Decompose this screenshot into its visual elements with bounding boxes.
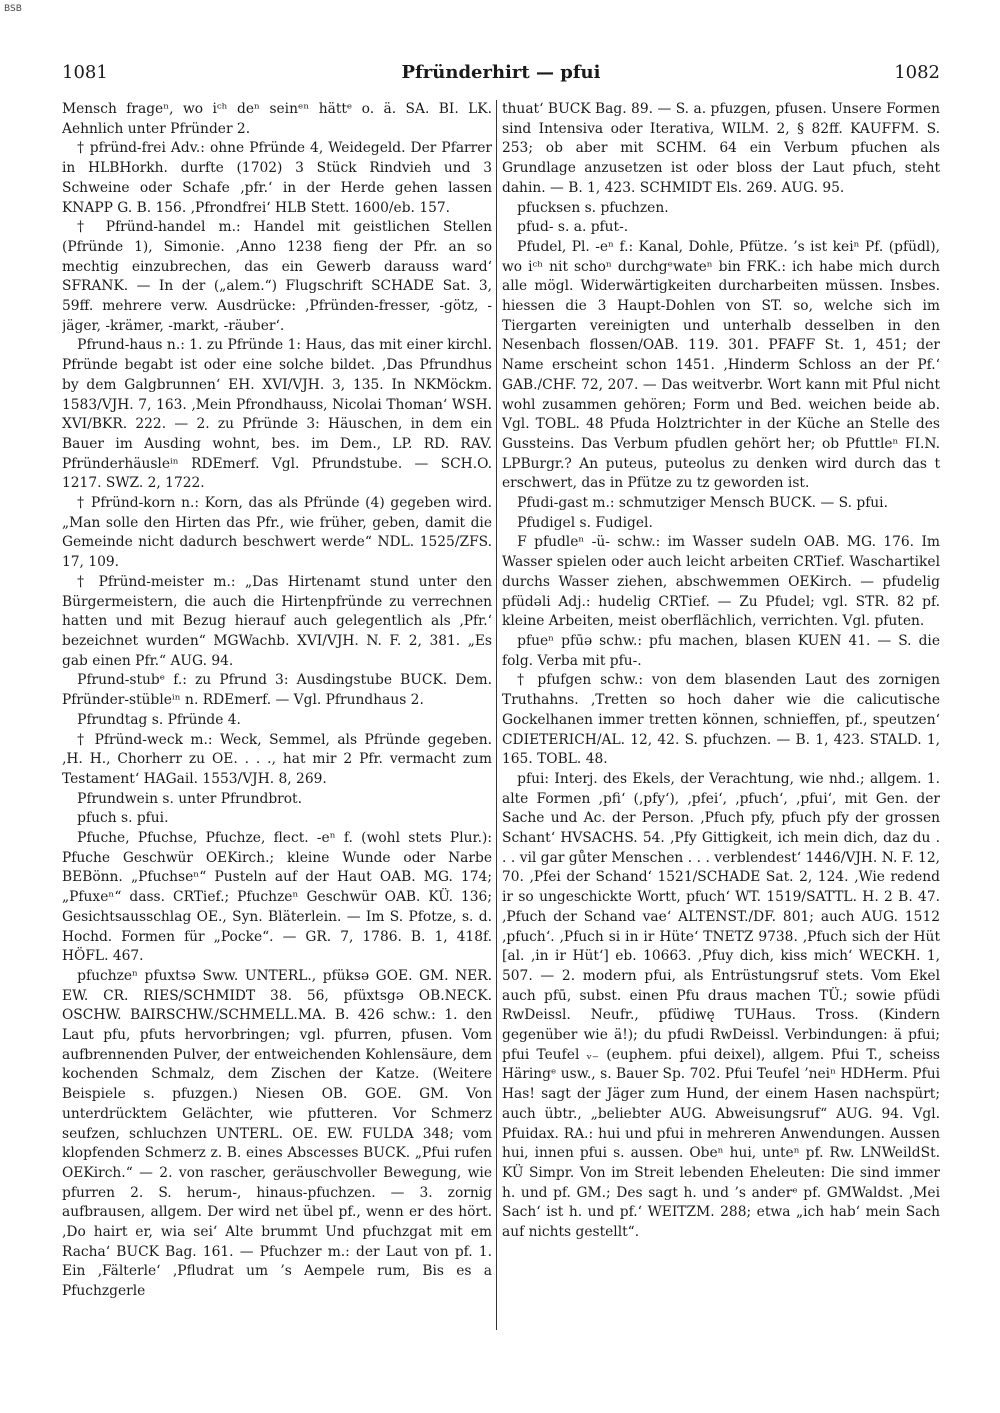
dictionary-entry: † Pfründ-weck m.: Weck, Semmel, als Pfründe gegeben. ‚H. H., Chorherr zu OE. . . ., hat mir 2 Pfr. vermacht zum Testament‘ HAGail. 1553/VJH. 8, 269. — [62, 731, 492, 787]
dictionary-entry: pfuchzeⁿ pfuxtsə Sww. UNTERL., pfüksə GOE. GM. NER. EW. CR. RIES/SCHMIDT 38. 56, pfüxtsgə OB.NECK. OSCHW. BAIRSCHW./SCHMELL.MA. B. 426 schw.: 1. den Laut pfu, pfuts hervorbringen; vgl. pfurren, pfusen. Vom aufbrennenden Pulver, der entweichenden Kohlensäure, dem kochenden Schmalz, dem Zischen der Katze. (Weitere Beispiele s. pfuzgen.) Niesen OB. GOE. GM. Von unterdrücktem Gelächter, wie pfutteren. Vor Schmerz seufzen, schluchzen UNTERL. OE. EW. FULDA 348; vom klopfenden Schmerz z. B. eines Abscesses BUCK. „Pfui rufen OEKirch.“ — 2. von rascher, geräuschvoller Bewegung, wie pfurren 2. S. herum-, hinaus-pfuchzen. — 3. zornig aufbrausen, allgem. Der wird net übel pf., wenn er des hört. ‚Do hairt er, wia sei‘ Alte brummt Und pfuchzgat mit em Racha‘ BUCK Bag. 161. — Pfuchzer m.: der Laut von pf. 1. Ein ‚Fälterle‘ ‚Pfludrat um ’s Aempele rum, Bis es a Pfuchzgerle — [62, 967, 492, 1300]
right-column — [502, 100, 940, 1380]
dictionary-entry: pfud- s. a. pfut-. — [517, 219, 629, 236]
dictionary-entry: Pfrundwein s. unter Pfrundbrot. — [77, 790, 302, 807]
dictionary-entry: † Pfründ-korn n.: Korn, das als Pfründe (4) gegeben wird. „Man solle den Hirten das Pfr., wie früher, geben, damit die Gemeinde nicht dadurch beschwert werde“ NDL. 1525/ZFS. 17, 109. — [62, 495, 492, 571]
column-divider — [496, 100, 497, 1330]
dictionary-entry: † pfufgen schw.: von dem blasenden Laut des zornigen Truthahns. ‚Tretten so hoch daher wie die calicutische Gockelhanen immer tretten können, schnieffen, pf., speutzen‘ CDIETERICH/AL. 12, 42. S. pfuchzen. — B. 1, 423. STALD. 1, 165. TOBL. 48. — [502, 672, 940, 768]
dictionary-entry: pfuch s. pfui. — [77, 810, 169, 827]
dictionary-entry: pfueⁿ pfūə schw.: pfu machen, blasen KUEN 41. — S. die folg. Verba mit pfu-. — [502, 632, 940, 669]
dictionary-entry: Pfrund-stubᵉ f.: zu Pfrund 3: Ausdingstube BUCK. Dem. Pfründer-stübleⁱⁿ n. RDEmerf. — Vgl. Pfrundhaus 2. — [62, 672, 492, 709]
dictionary-entry: Pfrund-haus n.: 1. zu Pfründe 1: Haus, das mit einer kirchl. Pfründe begabt ist oder eine solche bildet. ‚Das Pfrundhus by dem Galgbrunnen‘ EH. XVI/VJH. 3, 135. In NKMöckm. 1583/VJH. 7, 163. ‚Mein Pfrondhauss, Nicolai Thoman‘ WSH. XVI/BKR. 222. — 2. zu Pfründe 3: Häuschen, in dem ein Bauer im Ausding wohnt, bes. im Dem., LP. RD. RAV. Pfründerhäusleⁱⁿ RDEmerf. Vgl. Pfrundstube. — SCH.O. 1217. SWZ. 2, 1722. — [62, 337, 492, 492]
dictionary-entry: Pfudigel s. Fudigel. — [517, 514, 653, 531]
left-column — [62, 100, 492, 1380]
page-number-right: 1082 — [894, 62, 940, 83]
dictionary-entry: Pfudi-gast m.: schmutziger Mensch BUCK. — S. pfui. — [517, 495, 888, 512]
page-header — [62, 62, 940, 86]
running-title: Pfründerhirt — pfui — [401, 62, 601, 83]
dictionary-entry: † pfründ-frei Adv.: ohne Pfründe 4, Weidegeld. Der Pfarrer in HLBHorkh. durfte (1702) 3 Stück Rindvieh und 3 Schweine oder Schafe ‚pfr.‘ in der Herde gehen lassen KNAPP G. B. 156. ‚Pfrondfrei‘ HLB Stett. 1600/eb. 157. — [62, 140, 492, 216]
dictionary-entry: † Pfründ-meister m.: „Das Hirtenamt stund unter den Bürgermeistern, die auch die Hirtenpfründe zu verrechnen hatten und mit Bezug hierauf auch gelegentlich als ‚Pfr.‘ bezeichnet wurden“ MGWachb. XVI/VJH. N. F. 2, 381. „Es gab einen Pfr.“ AUG. 94. — [62, 573, 492, 669]
dictionary-entry: Mensch frageⁿ, wo iᶜʰ deⁿ seinᵉⁿ hättᵉ o. ä. SA. BI. LK. Aehnlich unter Pfründer 2. — [62, 101, 492, 137]
dictionary-entry: pfucksen s. pfuchzen. — [517, 199, 669, 216]
library-stamp: BSB — [4, 4, 22, 14]
dictionary-entry: Pfudel, Pl. -eⁿ f.: Kanal, Dohle, Pfütze. ’s ist keiⁿ Pf. (pfüdl), wo iᶜʰ nit schoⁿ durchgᵉwateⁿ bin FRK.: ich habe mich durch alle mögl. Widerwärtigkeiten durcharbeiten müssen. Insbes. hiessen die 3 Haupt-Dohlen von ST. so, welche sich im Tiergarten vereinigten und unterhalb desselben in den Nesenbach flossen/OAB. 119. 301. PFAFF St. 1, 451; der Name erscheint schon 1451. ‚Hinderm Schloss an der Pf.‘ GAB./CHF. 72, 207. — Das weitverbr. Wort kann mit Pful nicht wohl zusammen gehören; Form und Bed. weichen beide ab. Vgl. TOBL. 48 Pfuda Holztrichter in der Küche an Stelle des Gussteins. Das Verbum pfudlen gehört her; ob Pfuttleⁿ FI.N. LPBurgr.? An puteus, puteolus zu denken wird durch das t erschwert, das in Pfütze zu tz geworden ist. — [502, 238, 940, 492]
page-number-left: 1081 — [62, 62, 108, 83]
dictionary-entry: F pfudleⁿ -ü- schw.: im Wasser sudeln OAB. MG. 176. Im Wasser spielen oder auch leicht arbeiten CRTief. Waschartikel durchs Wasser ziehen, abschwemmen OEKirch. — pfudelig pfüdəli Adj.: hudelig CRTief. — Zu Pfudel; vgl. STR. 82 pf. kleine Arbeiten, meist oberflächlich, verrichten. Vgl. pfuten. — [502, 534, 940, 630]
dictionary-entry: thuat‘ BUCK Bag. 89. — S. a. pfuzgen, pfusen. Unsere Formen sind Intensiva oder Iterativa, WILM. 2, § 82ff. KAUFFM. S. 253; ob aber mit SCHM. 64 ein Verbum pfuchen als Grundlage anzusetzen ist oder bloss der Laut pfuch, steht dahin. — B. 1, 423. SCHMIDT Els. 269. AUG. 95. — [502, 101, 940, 196]
dictionary-entry: Pfuche, Pfuchse, Pfuchze, flect. -eⁿ f. (wohl stets Plur.): Pfuche Geschwür OEKirch.; kleine Wunde oder Narbe BEBönn. „Pfuchseⁿ“ Pusteln auf der Haut OAB. MG. 174; „Pfuxeⁿ“ dass. CRTief.; Pfuchzeⁿ Geschwür OAB. KÜ. 136; Gesichtsausschlag OE., Syn. Bläterlein. — Im S. Pfotze, s. d. Hochd. Formen für „Pocke“. — GR. 7, 1786. B. 1, 418f. HÖFL. 467. — [62, 830, 492, 965]
dictionary-entry: pfui: Interj. des Ekels, der Verachtung, wie nhd.; allgem. 1. alte Formen ‚pfi‘ (‚pfy‘), ‚pfei‘, ‚pfuch‘, ‚pfui‘, mit Gen. der Sache und Ac. der Person. ‚Pfuch pfy, pfuch pfy der grossen Schant‘ HVSACHS. 54. ‚Pfy Gittigkeit, ich mein dich, daz du . . . vil gar gůter Menschen . . . verblendest‘ 1446/VJH. N. F. 12, 70. ‚Pfei der Schand‘ 1521/SCHADE Sat. 2, 124. ‚Wie redend ir so ungeschickte Wortt, pfuch‘ WT. 1519/SATTL. H. 2 B. 47. ‚Pfuch der Schand vae‘ ALTENST./DF. 801; auch AUG. 1512 ‚pfuch‘. ‚Pfuch si in ir Hüte‘ TNETZ 9738. ‚Pfuch sich der Hüt [al. ‚in ir Hüt‘] eb. 10663. ‚Pfuy dich, kiss mich‘ WECKH. 1, 507. — 2. modern pfui, als Entrüstungsruf stets. Vom Ekel auch pfū, subst. einen Pfu draus machen TÜ.; sowie pfüdi RwDeissl. Neufr., pfüdiwę TUHaus. Tross. (Kindern gegenüber wie ä!); du pfudi RwDeissl. Verbindungen: ä pfui; pfui Teufel ᵥ₋ (euphem. pfui deixel), allgem. Pfui T., scheiss Häringᵉ usw., s. Bauer Sp. 702. Pfui Teufel ’neiⁿ HDHerm. Pfui Has! sagt der Jäger zum Hund, der einem Hasen nachspürt; auch übtr., „beliebter AUG. Abweisungsruf“ AUG. 94. Vgl. Pfuidax. RA.: hui und pfui in mehreren Anwendungen. Aussen hui, innen pfui s. aussen. Obeⁿ hui, unteⁿ pf. Rw. LNWeildSt. KÜ Simpr. Von im Streit lebenden Eheleuten: Die sind immer h. und pf. GM.; Des sagt h. und ’s anderᵉ pf. GMWaldst. ‚Mei Sach‘ ist h. und pf.‘ WEITZM. 288; etwa „ich hab‘ mein Sach auf nichts gestellt“. — [502, 770, 940, 1241]
dictionary-entry: Pfrundtag s. Pfründe 4. — [77, 711, 241, 728]
dictionary-entry: † Pfründ-handel m.: Handel mit geistlichen Stellen (Pfründe 1), Simonie. ‚Anno 1238 fieng der Pfr. an so mechtig einzubrechen, das ein Gewerb darauss ward‘ SFRANK. — In der („alem.“) Flugschrift SCHADE Sat. 3, 59ff. mehrere verw. Ausdrücke: ‚Pfründen-fresser, -götz, -jäger, -krämer, -markt, -räuber‘. — [62, 219, 492, 334]
